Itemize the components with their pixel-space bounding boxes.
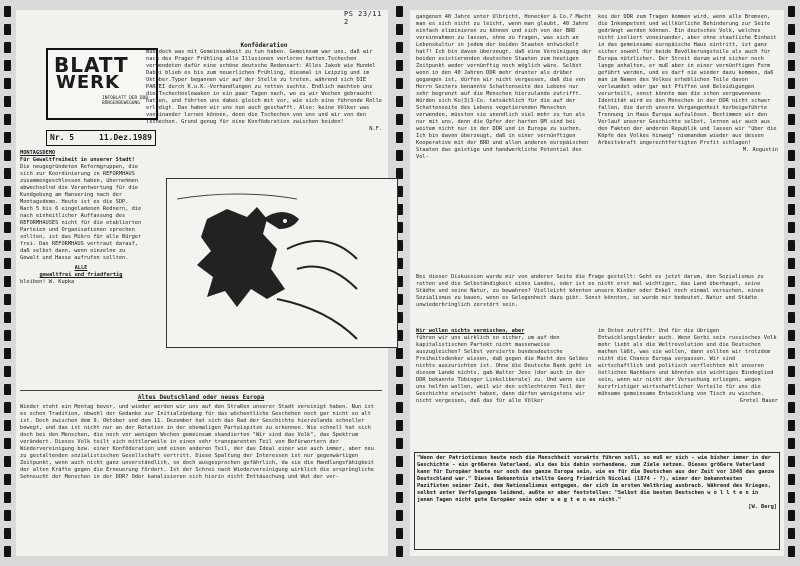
sprocket-hole (396, 510, 403, 521)
sprocket-hole (788, 78, 795, 89)
sprocket-hole (396, 42, 403, 53)
sprocket-hole (788, 438, 795, 449)
sprocket-hole (4, 294, 11, 305)
konfoederation-text: muß doch was mit Gemeinsamkeit zu tun haben. Gemeinsam war uns, daß wir nach des Prager Frühling alle Illusionen verloren hatten.Tschechen verwendeten dafür eine schöne deutsche Redensart: Alles Jakob wie Hundel Dabei blieb es bis zum neuerlichen Frühling, diesmal in Leipzig und im Oktober.Typer begannen wir auf der Stelle zu treten, während sich DIE PARTEI durch K.u.K.-Verhandlungen zu retten suchte. Endlich machten uns die Tschechoslowaken in ein paar Tagen nach, wo zu wir Wochen gebraucht hatten, und führten uns dabei gleich mit vor, wie sich eine führende Rolle erledigt. Das haben wir uns nun auch geschafft. Also: keine Völker was voneinander lernen können, denn die Tschechen von uns und wir von den Tschechen. Grund genug für eine Konföderation zwischen beiden! (146, 49, 382, 125)
montagsdemo-subtitle: Für Gewaltfreiheit in unserer Stadt! (20, 157, 135, 163)
sprocket-hole (788, 330, 795, 341)
sprocket-strip-left (2, 0, 14, 566)
sprocket-hole (788, 456, 795, 467)
sprocket-hole (396, 546, 403, 557)
sprocket-hole (788, 222, 795, 233)
sprocket-hole (788, 6, 795, 17)
discussion-text: Bei dieser Diskussion wurde mir von anderer Seite die Frage gestellt: Geht es jetzt darum, den Sozialismus zu retten und die Selbständigkeit eines Landes, oder ist es nicht erst mal wichtiger, das Land überhaupt, seine Städte und seine Natur, zu bewahren? Vielleicht könnten unsere Kinder oder Enkel noch einmal versuchen, einen Sozialismus zu bauen, wenn es Gelegenheit dazu gibt. Sonst könnten, so wurde mir bedeutet, Natur und Städte unwiederbringlich zerstört sein. (416, 274, 764, 308)
konfoederation-title: Konföderation (240, 42, 288, 49)
sprocket-hole (396, 114, 403, 125)
column-d-text: im Osten zutrifft. Und für die übrigen Entwicklungsländer auch. Wenn Gorbi sein russisches Volk mehr liebt als die Weltrevolution und die Deutschen machen läßt, was sie wollen, dann sollten wir trotzdem nicht die Chance Europa verpassen. Wir sind wirtschaftlich und politisch verflochten mit unseren östlichen Nachbarn und könnten ein wichtiges Bindeglied sein, wenn wir nicht der Versuchung erliegen, wegen kurzfristiger wirtschaftlicher Vorteile für uns die mühsame gemeinsame Entwicklung von Tisch zu wischen. (598, 328, 777, 397)
right-column-c (416, 328, 592, 448)
sprocket-hole (396, 366, 403, 377)
sprocket-hole (788, 168, 795, 179)
sprocket-hole (788, 384, 795, 395)
eagle-illustration (166, 178, 398, 348)
sprocket-hole (4, 168, 11, 179)
sprocket-hole (396, 348, 403, 359)
right-column-a (416, 14, 592, 274)
column-b-text: kes der DDR zum Tragen kommen wird, wenn alle Bremsen, die Inkompetent und willkürliche Behinderung zur Seite gedrängt werden können. Ein deutsches Volk, welches nicht isoliert voneinander, aber ohne staatliche Einheit in das gemeinsame europäische Haus eintritt, ist ganz sicher sowohl für beide Bevölkerungsteile als auch für Europa nützlicher. Der Streit darum wird sicher noch lange anhalten, er muß aber in einer vernünftigen Form geführt werden, und es darf nie wieder dazu kommen, daß man im Namen des Volkes erheblichen Teile davon verleumdet oder gar mit Pfiffen und Beleidigungen verurteilt, sonst könnte man die schon vergewonnene Identität wird es den Menschen in der DDR nicht schwer fallen, die durch unsere Vergangenheit herbeigeführte Trennung in Haus Europa aufzulösen. Bestimmen wir den Verlauf unserer Geschichte selbst, lernen wir auch aus den Fakten der anderen Republik und lassen wir "über die Köpfe des Volkes hinweg" niemandem wieder aus dessen Arbeitskraft ungerechtfertigten Profit schlagen! (598, 14, 777, 146)
motto-line-2: gewaltfrei und friedfertig (39, 272, 123, 278)
sprocket-hole (788, 528, 795, 539)
sprocket-hole (4, 204, 11, 215)
sprocket-hole (4, 150, 11, 161)
sprocket-hole (788, 474, 795, 485)
sprocket-strip-right (786, 0, 798, 566)
sprocket-hole (4, 384, 11, 395)
eagle-icon (167, 179, 397, 347)
sprocket-hole (788, 240, 795, 251)
right-page (410, 10, 784, 556)
sprocket-hole (788, 402, 795, 413)
right-column-d (598, 328, 778, 448)
sprocket-hole (396, 78, 403, 89)
sprocket-hole (396, 150, 403, 161)
sprocket-hole (4, 132, 11, 143)
sprocket-hole (4, 402, 11, 413)
quote-text: "Wenn der Patriotismus heute noch die Menschheit vorwärts führen soll, so muß er sich - wie bisher immer in der Geschichte - ein größeres Vaterland, als das bis dahin vorhandene, zum Ziele setzen. Dieses größere Vaterland kann für Europäer heute nur noch das ganze Europa sein, wie es für die Deutschen aus der Zeit vor 1848 das ganze Deutschland war." Dieses Bekenntnis stellte Georg Friedrich Nicolai (1874 - ?), einer der bekanntesten Pazifisten seiner Zeit, dem Nationalismus entgegen, der sich im ersten Weltkrieg ausbrach. Während des Krieges, selbst unter Verfolgungen leidend, außte er aber feststellen: "Selbst die besten Deutschen w o l l t e n in jenen Tagen nicht gute Europäer sein oder w e g t e n es nicht." (417, 455, 775, 503)
motto-line-1: ALLE (74, 265, 88, 271)
sprocket-hole (4, 186, 11, 197)
sprocket-hole (4, 96, 11, 107)
sprocket-hole (4, 330, 11, 341)
sprocket-hole (396, 474, 403, 485)
sprocket-hole (4, 312, 11, 323)
sprocket-hole (4, 528, 11, 539)
sprocket-hole (788, 114, 795, 125)
section-divider (20, 390, 382, 391)
sprocket-hole (4, 438, 11, 449)
column-c-heading: Wir wollen nichts vermischen, aber (416, 328, 525, 334)
sprocket-hole (788, 366, 795, 377)
sprocket-hole (4, 510, 11, 521)
sprocket-hole (4, 78, 11, 89)
sprocket-hole (788, 420, 795, 431)
sprocket-hole (4, 240, 11, 251)
sprocket-hole (788, 276, 795, 287)
altes-deutschland-article (20, 394, 382, 552)
sprocket-hole (396, 456, 403, 467)
issue-box (46, 130, 156, 146)
sprocket-hole (4, 348, 11, 359)
sprocket-hole (396, 492, 403, 503)
sprocket-hole (4, 276, 11, 287)
sprocket-hole (4, 546, 11, 557)
sprocket-hole (788, 96, 795, 107)
sprocket-hole (4, 366, 11, 377)
column-b-signature: M. Augustin (742, 147, 778, 153)
sprocket-hole (4, 60, 11, 71)
issue-number: Nr. 5 (50, 133, 75, 142)
sprocket-hole (4, 114, 11, 125)
altes-deutschland-text: Wieder steht ein Montag bevor, und wieder werden wir uns auf den Straßen unserer Stadt vereinigt haben. Nun ist es schon Tradition, obwohl der Gedanke zur Initialzündung für das wöchentliche Geschehen noch gar nicht so alt ist. Doch zwischen dem 9. Oktober und dem 11. Dezember hat sich das Rad der Geschichte hierzulande schneller bewegt, und das ist nicht nur an der Rotation in der ehemaligen Parteispitze zu erkennen. Wie schnell hat sich doch bei den Menschen, die noch vor wenigen Wochen gemeinsam skandierten "Wir sind das Volk", das Spektrum verändert. Dieses Volk teilt sich mittlerweile in einen sehr transparenten Teil von Befürwortern der Wiedervereinigung bzw. einer Konföderation und einen anderen Teil, der das Ideal einer wie auch immer, aber neu zu gestaltenden sozialistischen Gesellschaft vertritt. Diese Spaltung der Interessen ist nur gegenwärtigen Zeitpunkt, wenn auch nicht ganz unverständlich, so doch ausgesprochen gefährlich, da sie die Handlungsfähigkeit der alten Kräfte gegen die Erneuerung fördert. Ist der Schrei nach Wiedervereinigung wirklich die ursprüngliche Sehnsucht der Menschen in der DDR? Oder kanalisieren sich hierin nicht Enttäuschung und Wut der ver- (20, 404, 374, 480)
sprocket-hole (396, 6, 403, 17)
right-column-b (598, 14, 778, 274)
sprocket-hole (4, 258, 11, 269)
sprocket-hole (788, 294, 795, 305)
sprocket-hole (788, 258, 795, 269)
motto-line-3: bleiben! W. Kupka (20, 279, 75, 285)
montagsdemo-title: MONTAGSDEMO (20, 150, 56, 156)
quote-box (414, 452, 780, 550)
sprocket-hole (788, 150, 795, 161)
sprocket-hole (788, 510, 795, 521)
montagsdemo-text: Die neugegründeten Reformgruppen, die sich zur Koordinierung in REFORMHAUS zusammengeschlossen haben, übernehmen abwechselnd die Verantwortung für die Kundgebung am Hansering nach der Montagsdemo. Heute ist es die SDP. Nach 5 bis 6 eingeladenen Rednern, die nach einheitlicher Auffassung des REFORMHAUSES nicht für die etablierten Parteien und Organisationen sprechen sollten, ist das Mikro für alle Bürger frei. Das REFORMHAUS vertraut darauf, daß selbst dann, wenn einzelne zu Gewalt und Hasse aufrufen sollten. (20, 164, 142, 261)
sprocket-hole (4, 474, 11, 485)
sprocket-hole (788, 132, 795, 143)
logo-subtitle: INFOBLATT DER DDR-BÜRGERBEWEGUNG (102, 96, 151, 106)
sprocket-hole (396, 96, 403, 107)
column-c-text: führen wir uns wirklich so sicher, um auf den kapitalistischen Partekt nicht massenweise auszugleichen? Selbst versierte bundesdeutsche Freiheitsdenker wissen, daß gegen die Macht des Geldes nichts auszurichten ist. Ohne die Deutsche Bank geht in diesem Lande nichts, gab Walter Jens (der auch in der DDR bekannte Tübinger Linksliberale) zu. Und wenn sie uns helfen wollen, weil wir den schlechteren Teil der Geschichte erwischt haben, dann dürfen wenigstens wir nicht vergessen, daß das für alle Völker (416, 335, 592, 404)
newspaper-logo (46, 48, 158, 120)
sprocket-hole (788, 204, 795, 215)
sprocket-hole (396, 438, 403, 449)
sprocket-hole (788, 24, 795, 35)
page-number: PS 23/11 2 (344, 10, 382, 26)
sprocket-hole (788, 42, 795, 53)
altes-deutschland-title: Altes Deutschland oder neues Europa (137, 394, 265, 401)
sprocket-hole (788, 186, 795, 197)
discussion-paragraph (416, 274, 778, 324)
sprocket-hole (4, 6, 11, 17)
sprocket-hole (788, 312, 795, 323)
sprocket-hole (4, 24, 11, 35)
sprocket-hole (396, 402, 403, 413)
sprocket-hole (788, 348, 795, 359)
sprocket-hole (396, 528, 403, 539)
logo-line-1: BLATT (54, 53, 129, 77)
sprocket-hole (396, 132, 403, 143)
logo-line-2: WERK (56, 72, 120, 93)
sprocket-hole (396, 384, 403, 395)
sprocket-hole (788, 60, 795, 71)
quote-signature: [W. Berg] (748, 504, 777, 510)
column-d-signature: Gretel Bauer (739, 398, 778, 404)
sprocket-hole (396, 420, 403, 431)
sprocket-hole (4, 42, 11, 53)
konfoederation-article (146, 42, 382, 154)
sprocket-hole (4, 456, 11, 467)
sprocket-hole (396, 24, 403, 35)
sprocket-hole (4, 222, 11, 233)
sprocket-hole (788, 546, 795, 557)
sprocket-hole (396, 60, 403, 71)
montagsdemo-article (20, 150, 142, 386)
konfoederation-signature: N.F. (369, 126, 382, 132)
sprocket-hole (4, 492, 11, 503)
sprocket-hole (788, 492, 795, 503)
issue-date: 11.Dez.1989 (99, 133, 152, 142)
column-a-text: gangenen 40 Jahre unter Ulbricht, Honecker & Co.? Macht man es sich nicht zu leicht, wenn man glaubt, 40 Jahre einfach eliminieren zu können und sich von der BRD vereinnahmen zu lassen, ohne zu fragen, was sich an Lebenskultur in jedem der beiden Staaten entwickelt hat?! Ich bin davon überzeugt, daß eine Vereinigung der beiden existierenden deutschen Staaten zum heutigen Zeitpunkt weder vernünftig noch möglich wäre. Selbst wenn in den 40 Jahren DDR mehr drunter als drüber gegangen ist, dürfen wir nicht vergessen, daß die von Herrn Seiters benannte Schattenseite des Lebens nur sehr begrenzt auf die Menschen hierzulande zutrifft. Würden sich Ko(3)3-Co. tatsächlich für die auf der Schattenseite des Lebens vegetierenden Menschen verwenden, müssten sie unendlich viel mehr zu tun als nur mit uns, denn die Opfer der harten DM sind bei weitem nicht nur in der DDR und in Europa zu suchen. Ich bin davon überzeugt, daß in einer vernünftigen Kooperative mit der BRD und allen anderen europäischen Staaten das geistige und handwerkliche Potential des Vol- (416, 14, 592, 160)
left-page (16, 10, 388, 556)
sprocket-hole (4, 420, 11, 431)
